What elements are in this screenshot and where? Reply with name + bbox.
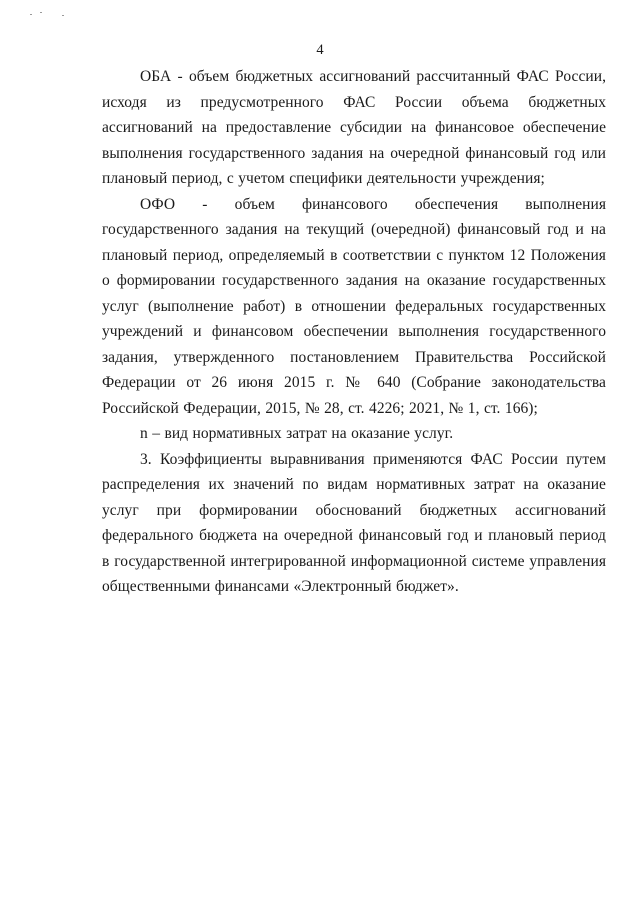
paragraph-item-3: 3. Коэффициенты выравнивания применяются ФАС России путем распределения их значений по видам нормативных затрат на оказание услуг при формировании обоснований бюджетных ассигнований федерального бюджета на очередной финансовый год и плановый период в государственной интегрированной информационной системе управления общественными финансами «Электронный бюджет». (102, 450, 606, 595)
page-number: 4 (316, 42, 324, 58)
document-body (102, 64, 606, 600)
scan-artifact (30, 12, 70, 18)
paragraph-ofo-definition: ОФО - объем финансового обеспечения выполнения государственного задания на текущий (очередной) финансовый год и на плановый период, определяемый в соответствии с пунктом 12 Положения о формировании государственного задания на оказание государственных услуг (выполнение работ) в отношении федеральных государственных учреждений и финансовом обеспечении выполнения государственного задания, утвержденного постановлением Правительства Российской Федерации от 26 июня 2015 г. № 640 (Собрание законодательства Российской Федерации, 2015, № 28, ст. 4226; 2021, № 1, ст. 166); (102, 195, 606, 417)
paragraph-oba-definition: ОБА - объем бюджетных ассигнований рассчитанный ФАС России, исходя из предусмотренного ФАС России объема бюджетных ассигнований на предоставление субсидии на финансовое обеспечение выполнения государственного задания на очередной финансовый год или плановый период, с учетом специфики деятельности учреждения; (102, 68, 606, 187)
paragraph-n-definition: n – вид нормативных затрат на оказание услуг. (140, 425, 454, 442)
